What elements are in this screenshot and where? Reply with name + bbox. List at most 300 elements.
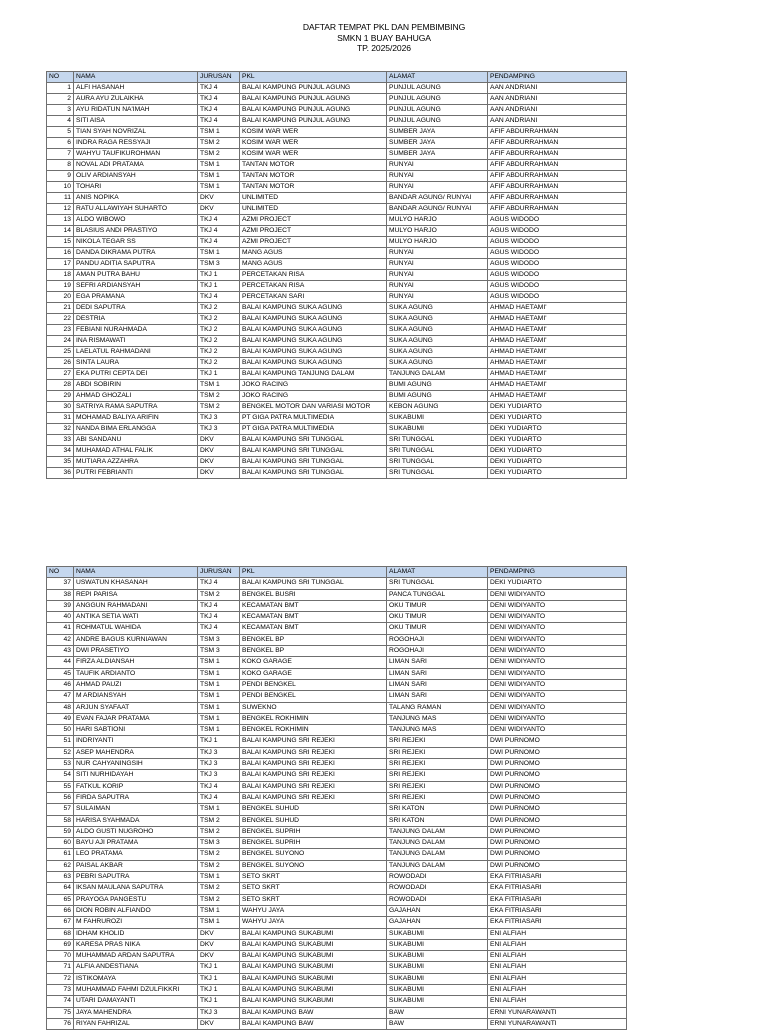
cell-nama: SATRIYA RAMA SAPUTRA	[74, 402, 198, 413]
cell-jurusan: TSM 1	[198, 872, 240, 883]
table-row	[47, 759, 627, 770]
cell-alamat: RUNYAI	[387, 259, 488, 270]
cell-jurusan: TKJ 3	[198, 747, 240, 758]
cell-nama: EKA PUTRI CEPTA DEI	[74, 369, 198, 380]
table-row	[47, 860, 627, 871]
table-row	[47, 894, 627, 905]
cell-alamat: SRI REJEKI	[387, 781, 488, 792]
cell-alamat: SUMBER JAYA	[387, 149, 488, 160]
cell-no: 74	[47, 996, 74, 1007]
cell-pendamping: EKA FITRIASARI	[488, 917, 627, 928]
cell-pendamping: DEKI YUDIARTO	[488, 402, 627, 413]
cell-nama: AYU RIDATUN NA'IMAH	[74, 105, 198, 116]
cell-pendamping: AGUS WIDODO	[488, 292, 627, 303]
cell-no: 20	[47, 292, 74, 303]
cell-jurusan: TKJ 4	[198, 83, 240, 94]
cell-no: 55	[47, 781, 74, 792]
table-row	[47, 623, 627, 634]
cell-pendamping: DWI PURNOMO	[488, 759, 627, 770]
cell-pendamping: AGUS WIDODO	[488, 215, 627, 226]
cell-pendamping: DEKI YUDIARTO	[488, 413, 627, 424]
table-row	[47, 204, 627, 215]
cell-pkl: BALAI KAMPUNG PUNJUL AGUNG	[240, 94, 387, 105]
cell-pkl: BALAI KAMPUNG SUKABUMI	[240, 939, 387, 950]
cell-alamat: RUNYAI	[387, 160, 488, 171]
cell-alamat: ROWODADI	[387, 883, 488, 894]
cell-pendamping: DWI PURNOMO	[488, 781, 627, 792]
table-row	[47, 369, 627, 380]
cell-pendamping: DEKI YUDIARTO	[488, 468, 627, 479]
cell-no: 36	[47, 468, 74, 479]
cell-jurusan: DKV	[198, 468, 240, 479]
table-row	[47, 747, 627, 758]
cell-jurusan: TSM 1	[198, 171, 240, 182]
cell-nama: PUTRI FEBRIANTI	[74, 468, 198, 479]
cell-pkl: BENGKEL SUPRIH	[240, 826, 387, 837]
cell-no: 14	[47, 226, 74, 237]
cell-jurusan: TSM 2	[198, 391, 240, 402]
cell-no: 63	[47, 872, 74, 883]
cell-nama: LEO PRATAMA	[74, 849, 198, 860]
cell-alamat: BAW	[387, 1007, 488, 1018]
cell-jurusan: TKJ 4	[198, 116, 240, 127]
cell-nama: SITI NURHIDAYAH	[74, 770, 198, 781]
table-row	[47, 883, 627, 894]
cell-pkl: BALAI KAMPUNG SRI REJEKI	[240, 759, 387, 770]
cell-no: 71	[47, 962, 74, 973]
table-row	[47, 424, 627, 435]
cell-no: 70	[47, 951, 74, 962]
cell-nama: PANDU ADITIA SAPUTRA	[74, 259, 198, 270]
cell-pendamping: AFIF ABDURRAHMAN	[488, 204, 627, 215]
cell-pkl: KOSIM WAR WER	[240, 127, 387, 138]
cell-jurusan: TSM 1	[198, 668, 240, 679]
cell-pkl: BENGKEL SUHUD	[240, 804, 387, 815]
cell-nama: ALFIA ANDESTIANA	[74, 962, 198, 973]
cell-pkl: BALAI KAMPUNG SUKA AGUNG	[240, 303, 387, 314]
cell-pendamping: AFIF ABDURRAHMAN	[488, 149, 627, 160]
table-row	[47, 116, 627, 127]
cell-pkl: BENGKEL ROKHIMIN	[240, 713, 387, 724]
cell-nama: ABDI SOBIRIN	[74, 380, 198, 391]
table-row	[47, 657, 627, 668]
cell-nama: RIYAN FAHRIZAL	[74, 1018, 198, 1029]
cell-pendamping: EKA FITRIASARI	[488, 905, 627, 916]
cell-jurusan: TKJ 3	[198, 759, 240, 770]
table-row	[47, 792, 627, 803]
cell-jurusan: TSM 1	[198, 160, 240, 171]
cell-nama: OLIV ARDIANSYAH	[74, 171, 198, 182]
cell-alamat: SUKA AGUNG	[387, 314, 488, 325]
cell-pendamping: AFIF ABDURRAHMAN	[488, 182, 627, 193]
cell-pendamping: AHMAD HAETAMI'	[488, 325, 627, 336]
column-header-no: NO	[47, 72, 74, 83]
cell-pkl: BENGKEL ROKHIMIN	[240, 725, 387, 736]
cell-nama: FIRDA SAPUTRA	[74, 792, 198, 803]
cell-nama: TOHARI	[74, 182, 198, 193]
cell-jurusan: TSM 2	[198, 894, 240, 905]
cell-no: 60	[47, 838, 74, 849]
cell-pendamping: DENI WIDIYANTO	[488, 623, 627, 634]
cell-no: 66	[47, 905, 74, 916]
cell-pendamping: EKA FITRIASARI	[488, 894, 627, 905]
cell-alamat: SRI KATON	[387, 815, 488, 826]
cell-pendamping: AAN ANDRIANI	[488, 105, 627, 116]
cell-nama: WAHYU TAUFIKUROHMAN	[74, 149, 198, 160]
cell-pendamping: DENI WIDIYANTO	[488, 589, 627, 600]
cell-pkl: UNLIMITED	[240, 193, 387, 204]
column-header-pkl: PKL	[240, 567, 387, 578]
table-row	[47, 838, 627, 849]
cell-jurusan: TKJ 4	[198, 105, 240, 116]
cell-jurusan: TKJ 1	[198, 962, 240, 973]
cell-alamat: SRI KATON	[387, 804, 488, 815]
cell-no: 42	[47, 634, 74, 645]
cell-pkl: SETO SKRT	[240, 883, 387, 894]
cell-no: 13	[47, 215, 74, 226]
cell-nama: ANGGUN RAHMADANI	[74, 600, 198, 611]
table-row	[47, 413, 627, 424]
cell-nama: ARJUN SYAFAAT	[74, 702, 198, 713]
table-row	[47, 149, 627, 160]
table-row	[47, 1007, 627, 1018]
cell-alamat: PUNJUL AGUNG	[387, 116, 488, 127]
cell-jurusan: TSM 2	[198, 849, 240, 860]
cell-alamat: SUKA AGUNG	[387, 336, 488, 347]
cell-no: 17	[47, 259, 74, 270]
cell-nama: DEDI SAPUTRA	[74, 303, 198, 314]
table-row	[47, 781, 627, 792]
cell-no: 72	[47, 973, 74, 984]
column-header-no: NO	[47, 567, 74, 578]
cell-jurusan: TSM 1	[198, 702, 240, 713]
cell-nama: PAISAL AKBAR	[74, 860, 198, 871]
column-header-nama: NAMA	[74, 72, 198, 83]
cell-pkl: BENGKEL BUSRI	[240, 589, 387, 600]
cell-jurusan: TKJ 1	[198, 369, 240, 380]
table-row	[47, 138, 627, 149]
cell-no: 9	[47, 171, 74, 182]
table-row	[47, 1018, 627, 1029]
cell-nama: INDRA RAGA RESSYAJI	[74, 138, 198, 149]
cell-pkl: UNLIMITED	[240, 204, 387, 215]
table-row	[47, 292, 627, 303]
table-row	[47, 248, 627, 259]
cell-pkl: BALAI KAMPUNG SRI REJEKI	[240, 770, 387, 781]
cell-jurusan: TSM 2	[198, 815, 240, 826]
cell-nama: ALDO GUSTI NUGROHO	[74, 826, 198, 837]
cell-pkl: BALAI KAMPUNG SUKABUMI	[240, 962, 387, 973]
cell-jurusan: TSM 1	[198, 679, 240, 690]
table-row	[47, 939, 627, 950]
cell-no: 22	[47, 314, 74, 325]
table-row	[47, 270, 627, 281]
cell-pendamping: DEKI YUDIARTO	[488, 424, 627, 435]
table-row	[47, 94, 627, 105]
cell-pkl: BALAI KAMPUNG SUKABUMI	[240, 996, 387, 1007]
cell-no: 30	[47, 402, 74, 413]
cell-pendamping: DWI PURNOMO	[488, 770, 627, 781]
cell-jurusan: TSM 1	[198, 905, 240, 916]
cell-jurusan: TSM 3	[198, 646, 240, 657]
cell-jurusan: TKJ 2	[198, 303, 240, 314]
cell-pkl: PT GIGA PATRA MULTIMEDIA	[240, 413, 387, 424]
cell-jurusan: TSM 2	[198, 149, 240, 160]
cell-jurusan: TSM 1	[198, 691, 240, 702]
cell-no: 46	[47, 679, 74, 690]
cell-pkl: BALAI KAMPUNG SUKABUMI	[240, 984, 387, 995]
cell-pkl: PERCETAKAN SARI	[240, 292, 387, 303]
cell-no: 3	[47, 105, 74, 116]
cell-pendamping: AHMAD HAETAMI'	[488, 303, 627, 314]
cell-nama: AHMAD GHOZALI	[74, 391, 198, 402]
cell-pendamping: ERNI YUNARAWANTI	[488, 1018, 627, 1029]
cell-nama: NOVAL ADI PRATAMA	[74, 160, 198, 171]
cell-jurusan: TKJ 4	[198, 612, 240, 623]
table-row	[47, 171, 627, 182]
cell-nama: AMAN PUTRA BAHU	[74, 270, 198, 281]
cell-pkl: BALAI KAMPUNG BAW	[240, 1007, 387, 1018]
cell-jurusan: TKJ 4	[198, 94, 240, 105]
cell-jurusan: TKJ 3	[198, 424, 240, 435]
cell-no: 39	[47, 600, 74, 611]
cell-jurusan: TSM 3	[198, 838, 240, 849]
cell-jurusan: TSM 1	[198, 725, 240, 736]
cell-pendamping: DEKI YUDIARTO	[488, 446, 627, 457]
cell-pkl: WAHYU JAYA	[240, 905, 387, 916]
cell-nama: SULAIMAN	[74, 804, 198, 815]
cell-alamat: SRI TUNGGAL	[387, 578, 488, 589]
cell-no: 65	[47, 894, 74, 905]
column-header-nama: NAMA	[74, 567, 198, 578]
cell-jurusan: TKJ 4	[198, 623, 240, 634]
cell-jurusan: TKJ 2	[198, 358, 240, 369]
cell-pendamping: AGUS WIDODO	[488, 226, 627, 237]
table-row	[47, 314, 627, 325]
cell-nama: IDHAM KHOLID	[74, 928, 198, 939]
cell-pendamping: DWI PURNOMO	[488, 838, 627, 849]
cell-pendamping: DENI WIDIYANTO	[488, 725, 627, 736]
cell-nama: SITI AISA	[74, 116, 198, 127]
cell-nama: MOHAMAD BALIYA ARIFIN	[74, 413, 198, 424]
table-row	[47, 435, 627, 446]
cell-pendamping: AFIF ABDURRAHMAN	[488, 171, 627, 182]
table-row	[47, 380, 627, 391]
table-row	[47, 770, 627, 781]
cell-jurusan: DKV	[198, 193, 240, 204]
cell-jurusan: DKV	[198, 446, 240, 457]
cell-jurusan: TKJ 4	[198, 600, 240, 611]
cell-nama: MUHAMMAD ARDAN SAPUTRA	[74, 951, 198, 962]
cell-nama: RATU ALLAWIYAH SUHARTO	[74, 204, 198, 215]
cell-alamat: SRI TUNGGAL	[387, 435, 488, 446]
cell-no: 73	[47, 984, 74, 995]
cell-pkl: KECAMATAN BMT	[240, 623, 387, 634]
cell-pkl: BALAI KAMPUNG SRI TUNGGAL	[240, 457, 387, 468]
cell-no: 64	[47, 883, 74, 894]
cell-no: 26	[47, 358, 74, 369]
table-row	[47, 259, 627, 270]
cell-pkl: BENGKEL BP	[240, 646, 387, 657]
cell-jurusan: TKJ 1	[198, 270, 240, 281]
cell-nama: EVAN FAJAR PRATAMA	[74, 713, 198, 724]
cell-no: 43	[47, 646, 74, 657]
cell-pkl: MANG AGUS	[240, 259, 387, 270]
cell-pendamping: ENI ALFIAH	[488, 984, 627, 995]
cell-pkl: KECAMATAN BMT	[240, 612, 387, 623]
cell-alamat: KEBON AGUNG	[387, 402, 488, 413]
table-row	[47, 358, 627, 369]
cell-nama: HARI SABTIONI	[74, 725, 198, 736]
cell-nama: DWI PRASETIYO	[74, 646, 198, 657]
cell-pendamping: DENI WIDIYANTO	[488, 657, 627, 668]
cell-nama: SEFRI ARDIANSYAH	[74, 281, 198, 292]
cell-nama: MUHAMMAD FAHMI DZULFIKKRI	[74, 984, 198, 995]
cell-jurusan: DKV	[198, 1018, 240, 1029]
cell-pkl: MANG AGUS	[240, 248, 387, 259]
document-title-block	[0, 22, 768, 54]
cell-alamat: SRI REJEKI	[387, 759, 488, 770]
table-row	[47, 325, 627, 336]
cell-alamat: BUMI AGUNG	[387, 391, 488, 402]
cell-no: 58	[47, 815, 74, 826]
cell-no: 34	[47, 446, 74, 457]
cell-alamat: TALANG RAMAN	[387, 702, 488, 713]
cell-jurusan: TKJ 2	[198, 314, 240, 325]
cell-no: 4	[47, 116, 74, 127]
cell-jurusan: TKJ 2	[198, 336, 240, 347]
cell-no: 21	[47, 303, 74, 314]
cell-jurusan: TKJ 2	[198, 347, 240, 358]
cell-no: 5	[47, 127, 74, 138]
cell-alamat: ROGOHAJI	[387, 634, 488, 645]
cell-alamat: ROGOHAJI	[387, 646, 488, 657]
cell-pkl: PENDI BENGKEL	[240, 679, 387, 690]
cell-jurusan: TKJ 4	[198, 792, 240, 803]
table-row	[47, 826, 627, 837]
cell-alamat: SUKABUMI	[387, 424, 488, 435]
cell-jurusan: TSM 2	[198, 883, 240, 894]
cell-alamat: LIMAN SARI	[387, 657, 488, 668]
cell-jurusan: TSM 2	[198, 402, 240, 413]
cell-alamat: RUNYAI	[387, 171, 488, 182]
cell-pendamping: DWI PURNOMO	[488, 804, 627, 815]
cell-no: 53	[47, 759, 74, 770]
cell-jurusan: TSM 1	[198, 182, 240, 193]
cell-pkl: BALAI KAMPUNG SUKA AGUNG	[240, 325, 387, 336]
cell-alamat: TANJUNG DALAM	[387, 860, 488, 871]
cell-nama: KARESA PRAS NIKA	[74, 939, 198, 950]
column-header-jurusan: JURUSAN	[198, 72, 240, 83]
cell-pkl: BALAI KAMPUNG SUKABUMI	[240, 951, 387, 962]
table-row	[47, 83, 627, 94]
cell-pkl: AZMI PROJECT	[240, 237, 387, 248]
cell-pkl: BENGKEL BP	[240, 634, 387, 645]
cell-alamat: MULYO HARJO	[387, 237, 488, 248]
cell-pkl: SETO SKRT	[240, 872, 387, 883]
cell-alamat: SUKA AGUNG	[387, 347, 488, 358]
cell-alamat: TANJUNG DALAM	[387, 826, 488, 837]
cell-pkl: BALAI KAMPUNG SRI TUNGGAL	[240, 468, 387, 479]
cell-alamat: SRI REJEKI	[387, 770, 488, 781]
cell-pendamping: ENI ALFIAH	[488, 962, 627, 973]
cell-pkl: BALAI KAMPUNG SRI TUNGGAL	[240, 578, 387, 589]
cell-alamat: TANJUNG MAS	[387, 713, 488, 724]
table-row	[47, 713, 627, 724]
cell-jurusan: TKJ 1	[198, 736, 240, 747]
cell-pendamping: AHMAD HAETAMI'	[488, 358, 627, 369]
cell-pkl: BALAI KAMPUNG SRI REJEKI	[240, 781, 387, 792]
cell-no: 1	[47, 83, 74, 94]
cell-jurusan: DKV	[198, 928, 240, 939]
column-header-alamat: ALAMAT	[387, 72, 488, 83]
cell-pkl: WAHYU JAYA	[240, 917, 387, 928]
cell-pkl: PERCETAKAN RISA	[240, 281, 387, 292]
cell-no: 28	[47, 380, 74, 391]
cell-nama: DESTRIA	[74, 314, 198, 325]
cell-alamat: SUMBER JAYA	[387, 138, 488, 149]
cell-no: 32	[47, 424, 74, 435]
cell-pkl: KOKO GARAGE	[240, 657, 387, 668]
cell-jurusan: TKJ 4	[198, 578, 240, 589]
cell-alamat: SUKA AGUNG	[387, 325, 488, 336]
cell-nama: MUHAMAD ATHAL FALIK	[74, 446, 198, 457]
cell-alamat: OKU TIMUR	[387, 600, 488, 611]
cell-no: 69	[47, 939, 74, 950]
table-row	[47, 928, 627, 939]
table-row	[47, 951, 627, 962]
cell-jurusan: TKJ 3	[198, 413, 240, 424]
cell-no: 44	[47, 657, 74, 668]
cell-nama: ALDO WIBOWO	[74, 215, 198, 226]
cell-alamat: BUMI AGUNG	[387, 380, 488, 391]
cell-alamat: MULYO HARJO	[387, 226, 488, 237]
cell-jurusan: TKJ 3	[198, 1007, 240, 1018]
cell-pendamping: DENI WIDIYANTO	[488, 691, 627, 702]
cell-no: 24	[47, 336, 74, 347]
table-row	[47, 691, 627, 702]
cell-no: 31	[47, 413, 74, 424]
table-row	[47, 402, 627, 413]
cell-nama: TIAN SYAH NOVRIZAL	[74, 127, 198, 138]
cell-pkl: TANTAN MOTOR	[240, 160, 387, 171]
table-row	[47, 193, 627, 204]
cell-alamat: SUKABUMI	[387, 939, 488, 950]
cell-pkl: BALAI KAMPUNG SUKABUMI	[240, 928, 387, 939]
table-row	[47, 973, 627, 984]
cell-alamat: SUKABUMI	[387, 928, 488, 939]
table-row	[47, 612, 627, 623]
cell-pendamping: AHMAD HAETAMI'	[488, 380, 627, 391]
cell-nama: AURA AYU ZULAIKHA	[74, 94, 198, 105]
column-header-pendamping: PENDAMPING	[488, 72, 627, 83]
table-row	[47, 446, 627, 457]
cell-pendamping: EKA FITRIASARI	[488, 883, 627, 894]
cell-no: 50	[47, 725, 74, 736]
cell-jurusan: TKJ 1	[198, 984, 240, 995]
cell-pkl: AZMI PROJECT	[240, 226, 387, 237]
cell-pendamping: AAN ANDRIANI	[488, 83, 627, 94]
cell-pendamping: DENI WIDIYANTO	[488, 600, 627, 611]
cell-no: 23	[47, 325, 74, 336]
cell-pendamping: AGUS WIDODO	[488, 259, 627, 270]
cell-pkl: SUWEKNO	[240, 702, 387, 713]
cell-pkl: BALAI KAMPUNG PUNJUL AGUNG	[240, 83, 387, 94]
cell-no: 40	[47, 612, 74, 623]
cell-alamat: SRI TUNGGAL	[387, 446, 488, 457]
cell-pkl: BENGKEL MOTOR DAN VARIASI MOTOR	[240, 402, 387, 413]
table-row	[47, 160, 627, 171]
